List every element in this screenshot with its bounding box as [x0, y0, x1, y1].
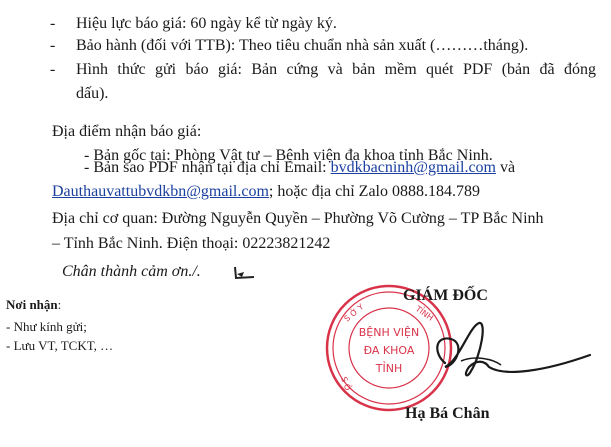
seal-text-line: BỆNH VIỆN [358, 326, 420, 339]
validity-line: Hiệu lực báo giá: 60 ngày kể từ ngày ký. [76, 15, 337, 32]
thanks-line: Chân thành cảm ơn./. [62, 263, 201, 280]
warranty-line: Bảo hành (đối với TTB): Theo tiêu chuẩn nhà sản xuất (………tháng). [76, 37, 529, 54]
recipient-item: - Lưu VT, TCKT, … [6, 338, 114, 353]
receive-copy-cont: Dauthauvattubvdkbn@gmail.com; hoặc địa chỉ Zalo 0888.184.789 [52, 183, 480, 200]
initial-mark-icon [232, 266, 256, 280]
receive-copy: - Bản sao PDF nhận tại địa chỉ Email: bvdkbacninh@gmail.com và [84, 159, 516, 176]
email-link-1[interactable]: bvdkbacninh@gmail.com [330, 159, 496, 176]
seal-text-line: ĐA KHOA [363, 344, 415, 357]
address-line-2: – Tỉnh Bắc Ninh. Điện thoại: 02223821242 [52, 235, 331, 252]
svg-text:S Ở: S Ở [339, 375, 353, 393]
recipients-heading: Nơi nhận: [6, 297, 62, 312]
seal-text-line: TỈNH [375, 362, 403, 375]
address-line-1: Địa chỉ cơ quan: Đường Nguyễn Quyền – Phường Võ Cường – TP Bắc Ninh [52, 210, 544, 227]
bullet-dash: - [50, 15, 56, 32]
svg-text:TỈNH: TỈNH [413, 304, 435, 323]
submission-line-cont: dấu). [76, 85, 109, 102]
recipient-item: - Như kính gửi; [6, 319, 87, 334]
submission-line: Hình thức gửi báo giá: Bản cứng và bản mềm quét PDF (bản đã đóng [76, 61, 596, 78]
bullet-dash: - [50, 37, 56, 54]
signer-name: Hạ Bá Chân [405, 405, 490, 422]
bullet-dash: - [50, 61, 56, 78]
email-link-2[interactable]: Dauthauvattubvdkbn@gmail.com [52, 183, 269, 200]
receive-original: - Bản gốc tại: Phòng Vật tư – Bệnh viện đa khoa tỉnh Bắc Ninh. [84, 147, 493, 164]
signer-title: GIÁM ĐỐC [403, 287, 488, 304]
svg-text:S Ở Y: S Ở Y [342, 302, 366, 324]
receive-heading: Địa điểm nhận báo giá: [52, 123, 202, 140]
handwritten-signature-icon [405, 315, 595, 395]
